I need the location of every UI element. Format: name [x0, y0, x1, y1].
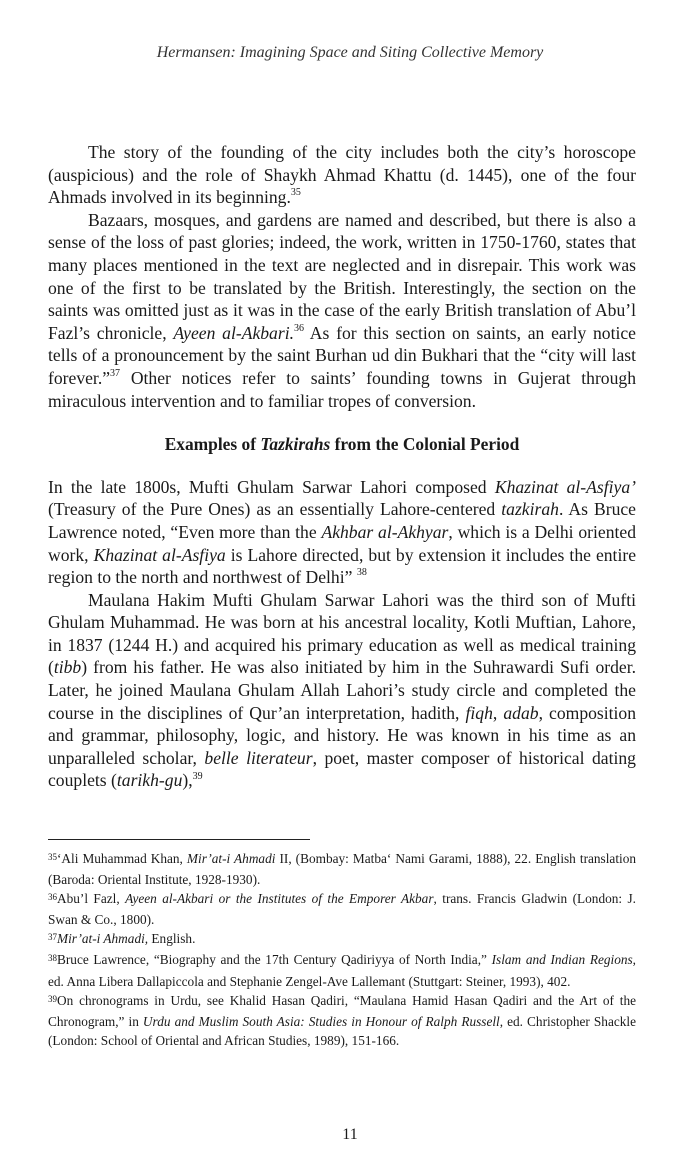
term-tarikh-gu: tarikh-gu	[116, 770, 183, 791]
footnote-38	[48, 950, 636, 990]
footnote-number: 38	[48, 953, 57, 964]
title-akhbar: Akhbar al-Akhyar	[321, 521, 449, 542]
running-head: Hermansen: Imagining Space and Siting Collective Memory	[156, 44, 544, 61]
text: Bazaars, mosques, and gardens are named and described, but there is also a sense of the loss of past glories; indeed, the work, written in 1750-1760, states that many places mentioned in the text are neglected and in disrepair. This work was one of the first to be translated by the British. Interestingly, the section on the saints was omitted just as it was in the case of the early British translation of Abu’l Fazl’s chronicle,	[48, 209, 636, 343]
text: is Lahore directed, but by extension it includes the entire region to the north and northwest of Delhi”	[48, 544, 636, 588]
footnote-35	[48, 849, 636, 889]
footnote-ref-36[interactable]: 36	[294, 322, 304, 334]
footnote-rule	[48, 839, 310, 840]
text: (Treasury of the Pure Ones) as an essentially Lahore-centered	[48, 499, 502, 520]
text: Other notices refer to saints’ founding towns in Gujerat through miraculous intervention and to familiar tropes of conversion.	[48, 367, 636, 411]
title-khazinat: Khazinat al-Asfiya’	[494, 476, 636, 497]
text: ),	[182, 770, 193, 791]
text: II, (Bombay: Matba‘ Nami Garami, 1888), 22. English translation (Baroda: Oriental Institute, 1928-1930).	[48, 851, 636, 888]
text: , poet, master composer of historical dating couplets (	[48, 747, 636, 791]
footnote-number: 36	[48, 892, 57, 903]
paragraph-late-1800s	[48, 476, 636, 589]
text: On chronograms in Urdu, see Khalid Hasan Qadiri, “Maulana Hamid Hasan Qadiri and the Art of the Chronogram,” in	[48, 992, 636, 1029]
footnote-number: 37	[48, 932, 57, 943]
text: The story of the founding of the city includes both the city’s horoscope (auspicious) and the role of Shaykh Ahmad Khattu (d. 1445), one of the four Ahmads involved in its beginning.	[48, 142, 636, 208]
title-khazinat-2: Khazinat al-Asfiya	[93, 544, 226, 565]
term-tazkirah: tazkirah	[501, 499, 559, 520]
page-number: 11	[342, 1126, 358, 1143]
text: In the late 1800s, Mufti Ghulam Sarwar Lahori composed	[48, 476, 495, 497]
heading-term: Tazkirahs	[260, 434, 331, 455]
footnote-39	[48, 991, 636, 1050]
title-islam-indian-regions: Islam and Indian Regions	[491, 952, 633, 968]
term-tibb: tibb	[53, 657, 82, 678]
paragraph-maulana	[48, 589, 636, 792]
term-adab: adab	[503, 702, 539, 723]
text: , trans. Francis Gladwin (London: J. Swan & Co., 1800).	[48, 891, 636, 928]
footnote-37	[48, 929, 636, 950]
text: As for this section on saints, an early notice tells of a pronouncement by the saint Burhan ud din Bukhari that the “city will last forever.”	[48, 322, 636, 388]
text: ) from his father. He was also initiated by him in the Suhrawardi Sufi order. Later, he joined Maulana Ghulam Allah Lahori’s study circle and completed the course in the disciplines of Qur’an interpretation, hadith,	[48, 657, 636, 723]
footnote-ref-38[interactable]: 38	[356, 567, 367, 579]
heading-text: from the Colonial Period	[330, 434, 520, 455]
title-ayeen: Ayeen al-Akbari or the Institutes of the Emporer Akbar	[125, 891, 434, 907]
text: , ed. Christopher Shackle (London: School of Oriental and African Studies, 1989), 151-166.	[48, 1013, 636, 1048]
text: , which is a Delhi oriented work,	[48, 521, 636, 565]
title-mirat: Mir’at-i Ahmadi,	[57, 931, 149, 947]
title-ayeen-al-akbari: Ayeen al-Akbari.	[173, 322, 294, 343]
section-heading	[48, 433, 636, 456]
text: , ed. Anna Libera Dallapiccola and Stephanie Zengel-Ave Lallemant (Stuttgart: Steiner, 1993), 402.	[48, 952, 636, 989]
body-text	[48, 141, 636, 792]
term-belle-literateur: belle literateur	[204, 747, 313, 768]
text: , composition and grammar, philosophy, logic, and history. He was known in his time as an unparalleled scholar,	[48, 702, 637, 768]
footnote-ref-39[interactable]: 39	[192, 770, 203, 782]
footnote-ref-37[interactable]: 37	[110, 368, 121, 380]
heading-text: Examples of	[164, 434, 261, 455]
title-urdu-muslim: Urdu and Muslim South Asia: Studies in Honour of Ralph Russell	[142, 1013, 500, 1029]
footnote-number: 39	[48, 993, 57, 1004]
text: . As Bruce Lawrence noted, “Even more than the	[48, 499, 636, 542]
title-mirat-i-ahmadi: Mir’at-i Ahmadi	[186, 851, 276, 866]
text: ,	[492, 702, 504, 723]
text: English.	[148, 931, 196, 947]
paragraph-founding	[48, 141, 636, 209]
footnote-number: 35	[48, 852, 57, 862]
text: ‘Ali Muhammad Khan,	[57, 851, 187, 866]
text: Abu’l Fazl,	[57, 891, 126, 907]
term-fiqh: fiqh	[465, 702, 493, 723]
footnote-36	[48, 889, 636, 929]
footnotes	[48, 849, 636, 1050]
text: Maulana Hakim Mufti Ghulam Sarwar Lahori was the third son of Mufti Ghulam Muhammad. He was born at his ancestral locality, Kotli Muftian, Lahore, in 1837 (1244 H.) and acquired his primary education as well as medical training (	[48, 589, 636, 678]
footnote-ref-35[interactable]: 35	[290, 187, 301, 199]
text: Bruce Lawrence, “Biography and the 17th Century Qadiriyya of North India,”	[57, 952, 492, 968]
paragraph-bazaars	[48, 209, 636, 412]
